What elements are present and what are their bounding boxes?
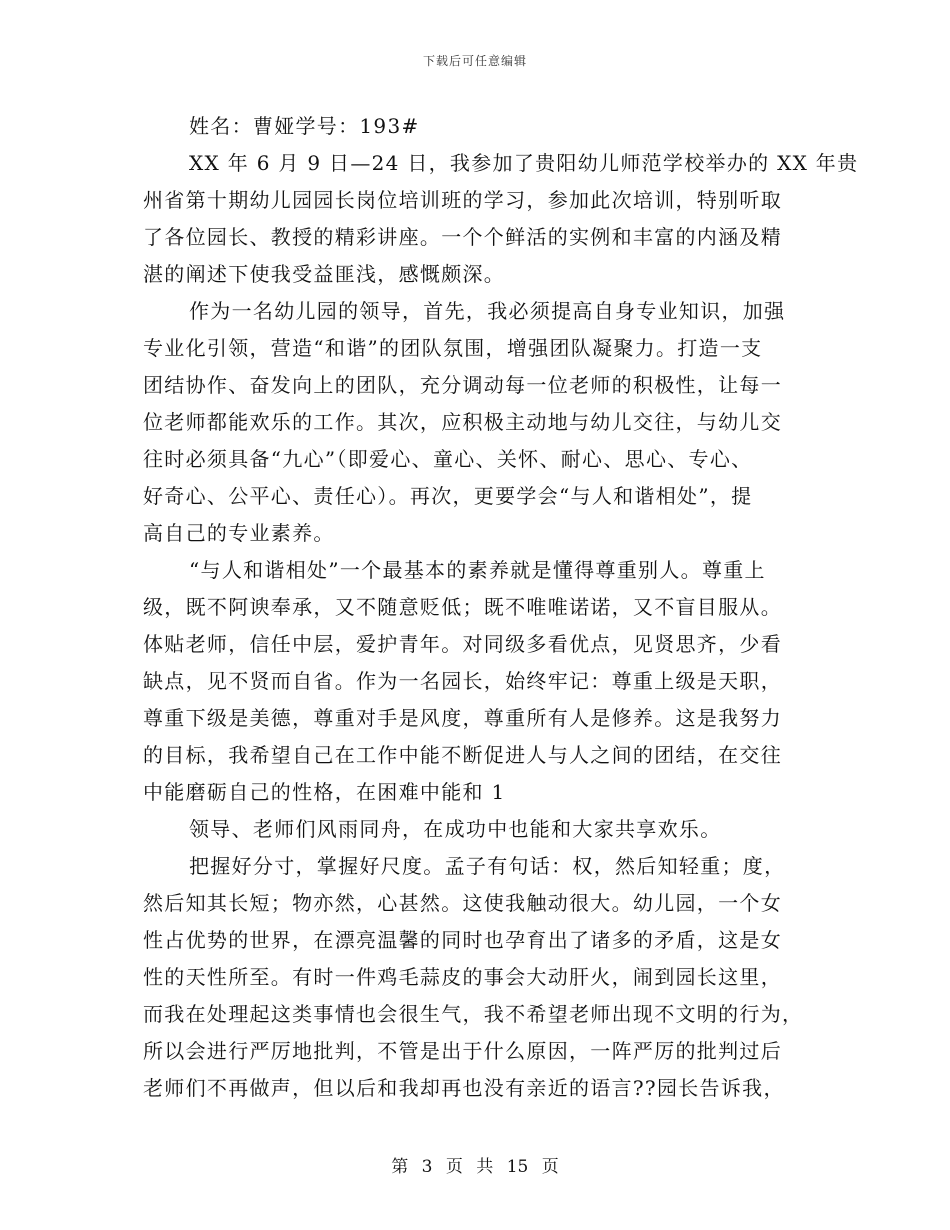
text-line: 然后知其长短；物亦然，心甚然。这使我触动很大。幼儿园，一个女 <box>143 891 782 915</box>
text-line: 了各位园长、教授的精彩讲座。一个个鲜活的实例和丰富的内涵及精 <box>143 225 782 249</box>
text-line: 把握好分寸，掌握好尺度。孟子有句话：权，然后知轻重；度， <box>189 854 786 878</box>
text-line: 体贴老师，信任中层，爱护青年。对同级多看优点，见贤思齐，少看 <box>143 632 782 656</box>
page-header: 下载后可任意编辑 <box>422 54 527 68</box>
text-line: 性的天性所至。有时一件鸡毛蒜皮的事会大动肝火，闹到园长这里， <box>143 965 782 989</box>
text-line: 老师们不再做声，但以后和我却再也没有亲近的语言??园长告诉我， <box>143 1076 785 1100</box>
text-line: 缺点，见不贤而自省。作为一名园长，始终牢记：尊重上级是天职， <box>143 669 782 693</box>
text-line: XX 年 6 月 9 日—24 日，我参加了贵阳幼儿师范学校举办的 XX 年贵 <box>189 151 859 175</box>
text-line: 的目标，我希望自己在工作中能不断促进人与人之间的团结，在交往 <box>143 743 782 767</box>
text-line: 所以会进行严厉地批判，不管是出于什么原因，一阵严厉的批判过后 <box>143 1039 782 1063</box>
page-footer: 第 3 页 共 15 页 <box>391 1157 559 1177</box>
document-body <box>143 108 859 1107</box>
text-line: 好奇心、公平心、责任心）。再次，更要学会“与人和谐相处”，提 <box>143 484 753 508</box>
text-line: 领导、老师们风雨同舟，在成功中也能和大家共享欢乐。 <box>189 817 722 841</box>
text-line: 位老师都能欢乐的工作。其次，应积极主动地与幼儿交往，与幼儿交 <box>143 410 782 434</box>
text-line: 高自己的专业素养。 <box>143 521 335 545</box>
text-line: 专业化引领，营造“和谐”的团队氛围，增强团队凝聚力。打造一支 <box>143 336 763 360</box>
text-line: 尊重下级是美德，尊重对手是风度，尊重所有人是修养。这是我努力 <box>143 706 782 730</box>
text-line: 而我在处理起这类事情也会很生气，我不希望老师出现不文明的行为， <box>143 1002 804 1026</box>
text-line: 州省第十期幼儿园园长岗位培训班的学习，参加此次培训，特别听取 <box>143 188 782 212</box>
text-line: 级，既不阿谀奉承，又不随意贬低；既不唯唯诺诺，又不盲目服从。 <box>143 595 782 619</box>
text-line: 性占优势的世界，在漂亮温馨的同时也孕育出了诸多的矛盾，这是女 <box>143 928 782 952</box>
text-line: 往时必须具备“九心”（即爱心、童心、关怀、耐心、思心、专心、 <box>143 447 753 471</box>
text-line: 中能磨砺自己的性格，在困难中能和 1 <box>143 780 506 804</box>
text-line: 团结协作、奋发向上的团队，充分调动每一位老师的积极性，让每一 <box>143 373 782 397</box>
text-line: 作为一名幼儿园的领导，首先，我必须提高自身专业知识，加强 <box>189 299 786 323</box>
text-line: “与人和谐相处”一个最基本的素养就是懂得尊重别人。尊重上 <box>189 558 766 582</box>
text-line: 姓名：曹娅学号：193# <box>189 114 420 138</box>
text-line: 湛的阐述下使我受益匪浅，感慨颇深。 <box>143 262 506 286</box>
